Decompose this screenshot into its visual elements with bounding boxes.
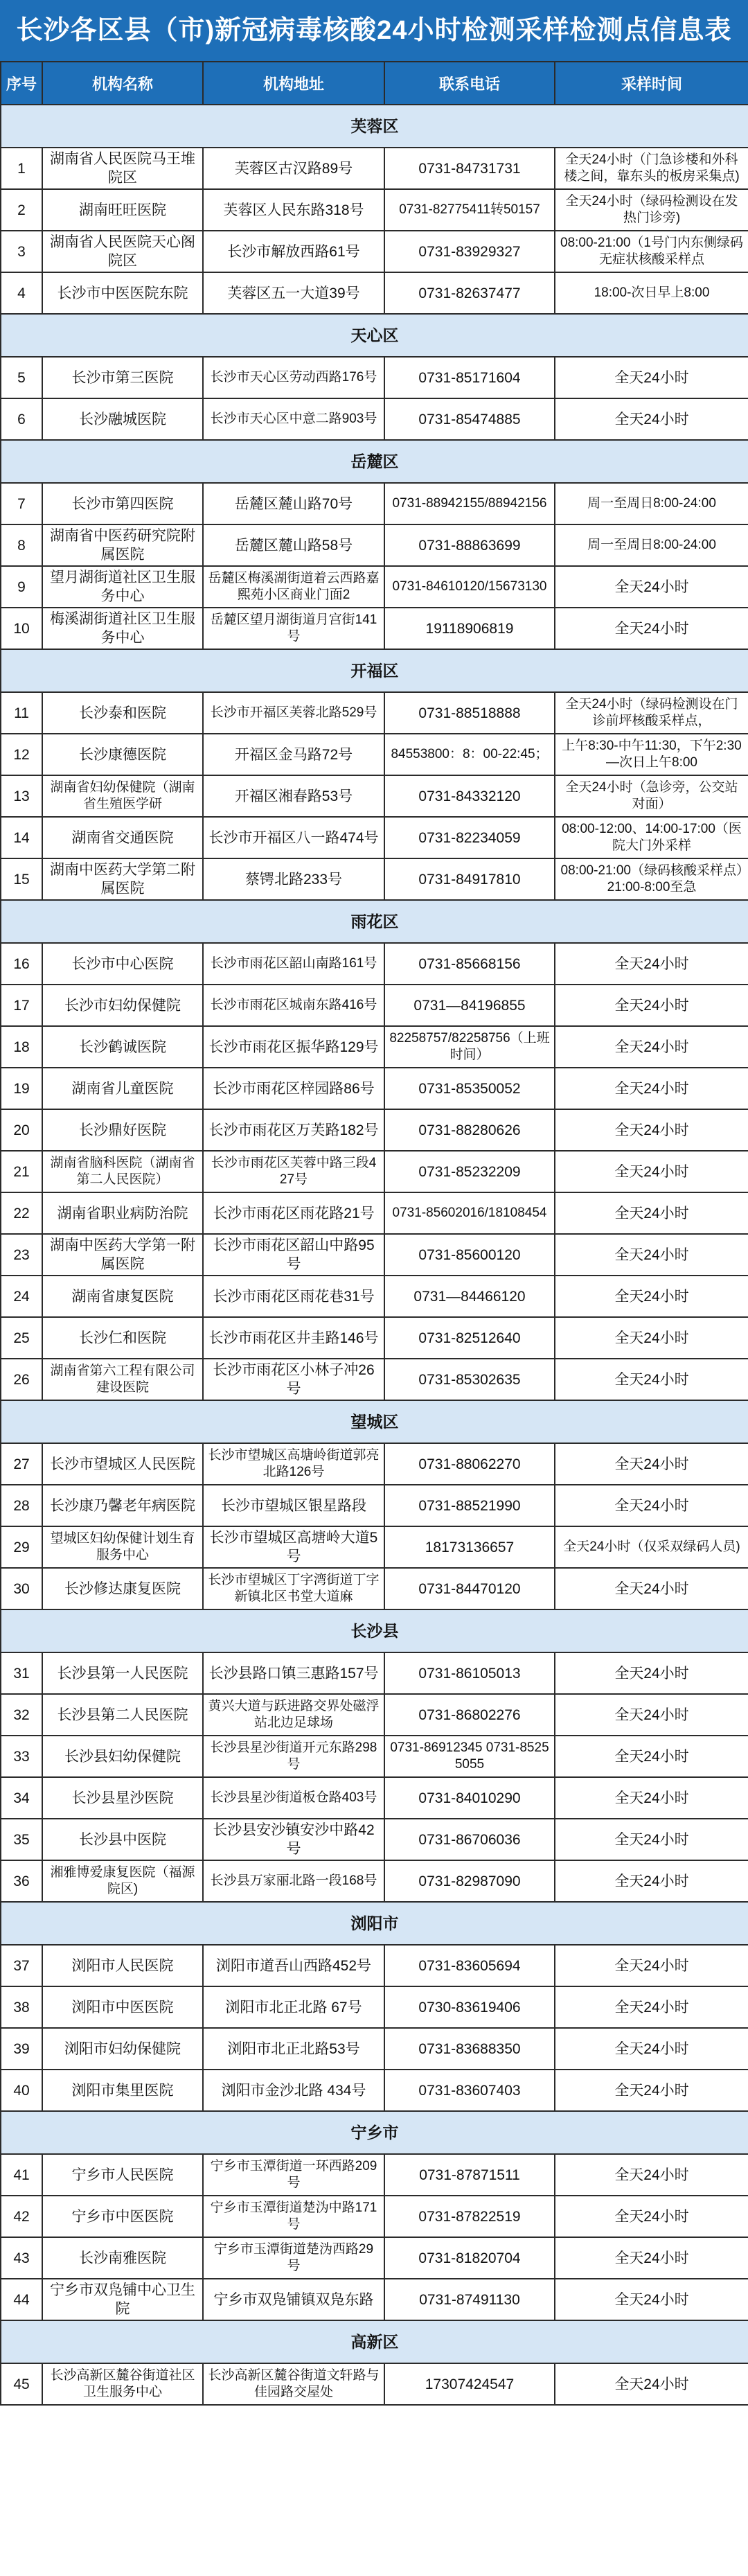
cell-index: 36 (1, 1860, 42, 1902)
cell-phone: 0731-87871511 (384, 2154, 555, 2196)
cell-institution: 湖南省交通医院 (42, 817, 203, 858)
cell-index: 14 (1, 817, 42, 858)
cell-address: 芙蓉区五一大道39号 (203, 272, 384, 314)
header-phone: 联系电话 (384, 62, 555, 105)
cell-institution: 湖南中医药大学第二附属医院 (42, 858, 203, 900)
cell-address: 芙蓉区古汉路89号 (203, 148, 384, 189)
cell-address: 岳麓区梅溪湖街道着云西路嘉熙苑小区商业门面2 (203, 566, 384, 608)
cell-index: 4 (1, 272, 42, 314)
cell-address: 蔡锷北路233号 (203, 858, 384, 900)
cell-address: 长沙市天心区劳动西路176号 (203, 357, 384, 398)
table-row (1, 148, 748, 189)
table-row (1, 2237, 748, 2279)
table-row (1, 858, 748, 900)
cell-phone: 0731-82637477 (384, 272, 555, 314)
cell-sampling-time: 全天24小时 (555, 1068, 748, 1109)
cell-institution: 长沙修达康复医院 (42, 1568, 203, 1609)
cell-sampling-time: 周一至周日8:00-24:00 (555, 483, 748, 524)
cell-index: 5 (1, 357, 42, 398)
cell-address: 长沙市天心区中意二路903号 (203, 398, 384, 440)
cell-index: 35 (1, 1819, 42, 1860)
cell-index: 23 (1, 1234, 42, 1276)
cell-index: 19 (1, 1068, 42, 1109)
cell-sampling-time: 全天24小时（绿码检测设在发热门诊旁) (555, 189, 748, 231)
table-row (1, 692, 748, 734)
cell-sampling-time: 全天24小时 (555, 1860, 748, 1902)
cell-institution: 浏阳市妇幼保健院 (42, 2028, 203, 2070)
cell-address: 长沙县星沙街道板仓路403号 (203, 1777, 384, 1819)
cell-sampling-time: 全天24小时 (555, 2279, 748, 2320)
cell-sampling-time: 全天24小时 (555, 2154, 748, 2196)
cell-address: 长沙市雨花区雨花巷31号 (203, 1276, 384, 1317)
table-row (1, 2279, 748, 2320)
table-row (1, 1945, 748, 1986)
cell-index: 22 (1, 1192, 42, 1234)
table-row (1, 734, 748, 775)
cell-sampling-time: 全天24小时 (555, 1317, 748, 1359)
cell-phone: 0731-82987090 (384, 1860, 555, 1902)
cell-phone: 0730-83619406 (384, 1986, 555, 2028)
table-row (1, 483, 748, 524)
cell-index: 39 (1, 2028, 42, 2070)
cell-address: 长沙县安沙镇安沙中路42号 (203, 1819, 384, 1860)
district-row (1, 2320, 748, 2363)
cell-phone: 0731-85302635 (384, 1359, 555, 1400)
cell-index: 41 (1, 2154, 42, 2196)
district-name: 宁乡市 (1, 2111, 748, 2154)
cell-phone: 0731-84010290 (384, 1777, 555, 1819)
cell-sampling-time: 全天24小时 (555, 1694, 748, 1736)
cell-phone: 82258757/82258756（上班时间） (384, 1026, 555, 1068)
table-row (1, 1109, 748, 1151)
district-name: 开福区 (1, 649, 748, 692)
table-row (1, 2070, 748, 2111)
table-row (1, 1652, 748, 1694)
cell-phone: 0731-85668156 (384, 943, 555, 985)
cell-sampling-time: 全天24小时 (555, 1276, 748, 1317)
cell-institution: 湖南省中医药研究院附属医院 (42, 524, 203, 566)
cell-sampling-time: 全天24小时 (555, 1443, 748, 1485)
cell-address: 长沙市雨花区雨花路21号 (203, 1192, 384, 1234)
table-row (1, 1192, 748, 1234)
district-row (1, 649, 748, 692)
table-row (1, 1151, 748, 1192)
cell-phone: 0731-88942155/88942156 (384, 483, 555, 524)
cell-address: 岳麓区望月湖街道月宫街141号 (203, 608, 384, 649)
cell-phone: 0731—84196855 (384, 985, 555, 1026)
cell-institution: 湖南省第六工程有限公司建设医院 (42, 1359, 203, 1400)
table-row (1, 1736, 748, 1777)
cell-phone: 0731-82234059 (384, 817, 555, 858)
cell-institution: 湖南省康复医院 (42, 1276, 203, 1317)
cell-phone: 0731-84731731 (384, 148, 555, 189)
cell-phone: 18173136657 (384, 1526, 555, 1568)
cell-phone: 0731-88518888 (384, 692, 555, 734)
table-row (1, 398, 748, 440)
cell-sampling-time: 全天24小时 (555, 1109, 748, 1151)
cell-institution: 宁乡市双凫铺中心卫生院 (42, 2279, 203, 2320)
cell-index: 25 (1, 1317, 42, 1359)
table-row (1, 2363, 748, 2405)
table-row (1, 775, 748, 817)
cell-institution: 长沙市妇幼保健院 (42, 985, 203, 1026)
cell-address: 长沙市开福区芙蓉北路529号 (203, 692, 384, 734)
cell-sampling-time: 全天24小时 (555, 398, 748, 440)
testing-sites-table (0, 61, 748, 2406)
cell-phone: 0731-88521990 (384, 1485, 555, 1526)
cell-sampling-time: 上午8:30-中午11:30，下午2:30—次日上午8:00 (555, 734, 748, 775)
cell-address: 宁乡市双凫铺镇双凫东路 (203, 2279, 384, 2320)
cell-phone: 0731-85350052 (384, 1068, 555, 1109)
cell-phone: 0731-88280626 (384, 1109, 555, 1151)
cell-address: 长沙市雨花区振华路129号 (203, 1026, 384, 1068)
cell-phone: 0731-83688350 (384, 2028, 555, 2070)
district-row (1, 105, 748, 148)
cell-index: 44 (1, 2279, 42, 2320)
district-row (1, 1902, 748, 1945)
cell-address: 长沙高新区麓谷街道文轩路与佳园路交屋处 (203, 2363, 384, 2405)
cell-phone: 0731-83607403 (384, 2070, 555, 2111)
cell-index: 45 (1, 2363, 42, 2405)
table-row (1, 1860, 748, 1902)
cell-index: 1 (1, 148, 42, 189)
cell-address: 长沙县万家丽北路一段168号 (203, 1860, 384, 1902)
cell-index: 9 (1, 566, 42, 608)
cell-sampling-time: 全天24小时 (555, 357, 748, 398)
table-row (1, 2028, 748, 2070)
cell-phone: 0731-87491130 (384, 2279, 555, 2320)
table-row (1, 1276, 748, 1317)
cell-institution: 长沙县星沙医院 (42, 1777, 203, 1819)
cell-address: 黄兴大道与跃进路交界处磁浮站北边足球场 (203, 1694, 384, 1736)
table-row (1, 985, 748, 1026)
cell-address: 岳麓区麓山路58号 (203, 524, 384, 566)
cell-index: 2 (1, 189, 42, 231)
cell-index: 7 (1, 483, 42, 524)
cell-phone: 0731-82512640 (384, 1317, 555, 1359)
district-name: 雨花区 (1, 900, 748, 943)
table-body (1, 105, 748, 2405)
cell-sampling-time: 全天24小时 (555, 2028, 748, 2070)
cell-address: 长沙市雨花区韶山中路95号 (203, 1234, 384, 1276)
cell-address: 长沙市雨花区万芙路182号 (203, 1109, 384, 1151)
table-row (1, 1317, 748, 1359)
cell-institution: 宁乡市中医医院 (42, 2196, 203, 2237)
header-address: 机构地址 (203, 62, 384, 105)
district-row (1, 2111, 748, 2154)
table-row (1, 2154, 748, 2196)
cell-institution: 长沙康德医院 (42, 734, 203, 775)
cell-address: 岳麓区麓山路70号 (203, 483, 384, 524)
cell-phone: 19118906819 (384, 608, 555, 649)
cell-phone: 0731-84332120 (384, 775, 555, 817)
cell-phone: 0731-85600120 (384, 1234, 555, 1276)
cell-sampling-time: 全天24小时（门急诊楼和外科楼之间，靠东头的板房采集点) (555, 148, 748, 189)
cell-sampling-time: 周一至周日8:00-24:00 (555, 524, 748, 566)
cell-sampling-time: 08:00-21:00（绿码核酸采样点）21:00-8:00至急 (555, 858, 748, 900)
cell-institution: 长沙鼎好医院 (42, 1109, 203, 1151)
cell-phone: 0731-86802276 (384, 1694, 555, 1736)
cell-index: 24 (1, 1276, 42, 1317)
cell-index: 18 (1, 1026, 42, 1068)
table-row (1, 1568, 748, 1609)
cell-phone: 0731-82775411转50157 (384, 189, 555, 231)
district-row (1, 1400, 748, 1443)
cell-index: 20 (1, 1109, 42, 1151)
cell-sampling-time: 全天24小时 (555, 1485, 748, 1526)
cell-sampling-time: 全天24小时 (555, 1192, 748, 1234)
cell-sampling-time: 全天24小时 (555, 2070, 748, 2111)
cell-institution: 长沙县第一人民医院 (42, 1652, 203, 1694)
table-row (1, 943, 748, 985)
table-row (1, 272, 748, 314)
cell-institution: 长沙市第四医院 (42, 483, 203, 524)
table-row (1, 566, 748, 608)
cell-institution: 宁乡市人民医院 (42, 2154, 203, 2196)
table-row (1, 524, 748, 566)
district-name: 望城区 (1, 1400, 748, 1443)
cell-address: 宁乡市玉潭街道一环西路209号 (203, 2154, 384, 2196)
cell-sampling-time: 全天24小时 (555, 1151, 748, 1192)
cell-institution: 浏阳市人民医院 (42, 1945, 203, 1986)
cell-sampling-time: 全天24小时 (555, 2363, 748, 2405)
cell-institution: 湖南省妇幼保健院（湖南省生殖医学研 (42, 775, 203, 817)
table-row (1, 1526, 748, 1568)
cell-sampling-time: 全天24小时 (555, 566, 748, 608)
cell-sampling-time: 全天24小时 (555, 943, 748, 985)
district-name: 长沙县 (1, 1609, 748, 1652)
cell-institution: 长沙市望城区人民医院 (42, 1443, 203, 1485)
cell-address: 开福区金马路72号 (203, 734, 384, 775)
cell-institution: 长沙泰和医院 (42, 692, 203, 734)
cell-address: 浏阳市金沙北路 434号 (203, 2070, 384, 2111)
cell-institution: 长沙市第三医院 (42, 357, 203, 398)
cell-sampling-time: 全天24小时 (555, 985, 748, 1026)
cell-institution: 浏阳市集里医院 (42, 2070, 203, 2111)
cell-institution: 长沙市中心医院 (42, 943, 203, 985)
cell-institution: 长沙县中医院 (42, 1819, 203, 1860)
cell-index: 31 (1, 1652, 42, 1694)
cell-index: 21 (1, 1151, 42, 1192)
cell-phone: 0731-83929327 (384, 231, 555, 272)
cell-institution: 湘雅博爱康复医院（福源院区) (42, 1860, 203, 1902)
cell-phone: 17307424547 (384, 2363, 555, 2405)
cell-index: 29 (1, 1526, 42, 1568)
header-institution: 机构名称 (42, 62, 203, 105)
cell-sampling-time: 全天24小时 (555, 1359, 748, 1400)
cell-address: 长沙县星沙街道开元东路298号 (203, 1736, 384, 1777)
cell-address: 长沙市雨花区井圭路146号 (203, 1317, 384, 1359)
cell-address: 宁乡市玉潭街道楚沩西路29号 (203, 2237, 384, 2279)
cell-institution: 望月湖街道社区卫生服务中心 (42, 566, 203, 608)
cell-address: 长沙市望城区高塘岭街道郭亮北路126号 (203, 1443, 384, 1485)
cell-phone: 0731-81820704 (384, 2237, 555, 2279)
cell-institution: 长沙康乃馨老年病医院 (42, 1485, 203, 1526)
header-index: 序号 (1, 62, 42, 105)
cell-address: 长沙市望城区银星路段 (203, 1485, 384, 1526)
cell-phone: 0731-85232209 (384, 1151, 555, 1192)
cell-phone: 0731-88863699 (384, 524, 555, 566)
page-title: 长沙各区县（市)新冠病毒核酸24小时检测采样检测点信息表 (0, 0, 748, 61)
cell-phone: 0731-85171604 (384, 357, 555, 398)
cell-institution: 湖南旺旺医院 (42, 189, 203, 231)
district-name: 浏阳市 (1, 1902, 748, 1945)
cell-index: 13 (1, 775, 42, 817)
cell-institution: 湖南省脑科医院（湖南省第二人民医院） (42, 1151, 203, 1192)
cell-index: 15 (1, 858, 42, 900)
cell-address: 长沙县路口镇三惠路157号 (203, 1652, 384, 1694)
cell-phone: 0731-85474885 (384, 398, 555, 440)
cell-index: 37 (1, 1945, 42, 1986)
cell-index: 12 (1, 734, 42, 775)
cell-institution: 长沙县妇幼保健院 (42, 1736, 203, 1777)
cell-address: 长沙市雨花区芙蓉中路三段427号 (203, 1151, 384, 1192)
cell-sampling-time: 全天24小时 (555, 2196, 748, 2237)
table-row (1, 1068, 748, 1109)
district-name: 岳麓区 (1, 440, 748, 483)
cell-phone: 0731-84470120 (384, 1568, 555, 1609)
cell-index: 17 (1, 985, 42, 1026)
table-row (1, 1485, 748, 1526)
table-row (1, 189, 748, 231)
header-sampling-time: 采样时间 (555, 62, 748, 105)
cell-sampling-time: 全天24小时 (555, 1819, 748, 1860)
cell-institution: 望城区妇幼保健计划生育服务中心 (42, 1526, 203, 1568)
cell-sampling-time: 全天24小时 (555, 1945, 748, 1986)
cell-index: 26 (1, 1359, 42, 1400)
district-row (1, 1609, 748, 1652)
table-header-row (1, 62, 748, 105)
table-row (1, 1777, 748, 1819)
cell-address: 长沙市望城区高塘岭大道5号 (203, 1526, 384, 1568)
cell-sampling-time: 08:00-21:00（1号门内东侧绿码无症状核酸采样点 (555, 231, 748, 272)
table-row (1, 1359, 748, 1400)
cell-index: 33 (1, 1736, 42, 1777)
cell-index: 27 (1, 1443, 42, 1485)
cell-phone: 0731—84466120 (384, 1276, 555, 1317)
cell-address: 浏阳市北正北路53号 (203, 2028, 384, 2070)
cell-index: 32 (1, 1694, 42, 1736)
cell-address: 长沙市解放西路61号 (203, 231, 384, 272)
district-row (1, 440, 748, 483)
cell-index: 16 (1, 943, 42, 985)
cell-index: 40 (1, 2070, 42, 2111)
cell-index: 34 (1, 1777, 42, 1819)
cell-address: 长沙市开福区八一路474号 (203, 817, 384, 858)
district-row (1, 314, 748, 357)
cell-institution: 长沙鹤诚医院 (42, 1026, 203, 1068)
cell-index: 11 (1, 692, 42, 734)
cell-address: 浏阳市道吾山西路452号 (203, 1945, 384, 1986)
cell-address: 长沙市望城区丁字湾街道丁字新镇北区书堂大道麻 (203, 1568, 384, 1609)
cell-institution: 浏阳市中医医院 (42, 1986, 203, 2028)
cell-phone: 0731-86912345 0731-85255055 (384, 1736, 555, 1777)
table-row (1, 1443, 748, 1485)
cell-phone: 0731-84610120/15673130 (384, 566, 555, 608)
cell-index: 10 (1, 608, 42, 649)
cell-address: 长沙市雨花区城南东路416号 (203, 985, 384, 1026)
cell-sampling-time: 全天24小时 (555, 1986, 748, 2028)
cell-sampling-time: 全天24小时（急诊旁，公交站对面） (555, 775, 748, 817)
cell-institution: 湖南省人民医院天心阁院区 (42, 231, 203, 272)
district-name: 芙蓉区 (1, 105, 748, 148)
cell-sampling-time: 全天24小时 (555, 608, 748, 649)
cell-phone: 0731-88062270 (384, 1443, 555, 1485)
cell-address: 长沙市雨花区韶山南路161号 (203, 943, 384, 985)
cell-sampling-time: 18:00-次日早上8:00 (555, 272, 748, 314)
table-row (1, 1026, 748, 1068)
cell-address: 长沙市雨花区小林子冲26号 (203, 1359, 384, 1400)
table-row (1, 817, 748, 858)
cell-index: 3 (1, 231, 42, 272)
cell-institution: 长沙融城医院 (42, 398, 203, 440)
cell-address: 芙蓉区人民东路318号 (203, 189, 384, 231)
cell-index: 38 (1, 1986, 42, 2028)
table-row (1, 1819, 748, 1860)
cell-address: 开福区湘春路53号 (203, 775, 384, 817)
cell-index: 42 (1, 2196, 42, 2237)
table-row (1, 1694, 748, 1736)
cell-index: 28 (1, 1485, 42, 1526)
district-name: 天心区 (1, 314, 748, 357)
cell-institution: 长沙高新区麓谷街道社区卫生服务中心 (42, 2363, 203, 2405)
cell-institution: 长沙市中医医院东院 (42, 272, 203, 314)
cell-sampling-time: 全天24小时 (555, 1026, 748, 1068)
cell-phone: 0731-85602016/18108454 (384, 1192, 555, 1234)
cell-institution: 长沙南雅医院 (42, 2237, 203, 2279)
table-row (1, 1234, 748, 1276)
cell-phone: 0731-83605694 (384, 1945, 555, 1986)
cell-institution: 湖南省儿童医院 (42, 1068, 203, 1109)
district-row (1, 900, 748, 943)
cell-phone: 0731-84917810 (384, 858, 555, 900)
cell-sampling-time: 全天24小时 (555, 1652, 748, 1694)
cell-phone: 84553800：8：00-22:45； (384, 734, 555, 775)
cell-phone: 0731-86105013 (384, 1652, 555, 1694)
table-row (1, 1986, 748, 2028)
cell-institution: 长沙仁和医院 (42, 1317, 203, 1359)
cell-address: 浏阳市北正北路 67号 (203, 1986, 384, 2028)
district-name: 高新区 (1, 2320, 748, 2363)
table-row (1, 2196, 748, 2237)
table-row (1, 608, 748, 649)
cell-index: 8 (1, 524, 42, 566)
cell-phone: 0731-86706036 (384, 1819, 555, 1860)
cell-sampling-time: 全天24小时 (555, 1234, 748, 1276)
cell-institution: 梅溪湖街道社区卫生服务中心 (42, 608, 203, 649)
cell-index: 6 (1, 398, 42, 440)
cell-sampling-time: 全天24小时 (555, 1736, 748, 1777)
cell-institution: 湖南省职业病防治院 (42, 1192, 203, 1234)
table-row (1, 357, 748, 398)
cell-index: 30 (1, 1568, 42, 1609)
cell-sampling-time: 全天24小时 (555, 1568, 748, 1609)
cell-institution: 湖南中医药大学第一附属医院 (42, 1234, 203, 1276)
cell-phone: 0731-87822519 (384, 2196, 555, 2237)
cell-sampling-time: 全天24小时 (555, 1777, 748, 1819)
cell-institution: 湖南省人民医院马王堆院区 (42, 148, 203, 189)
cell-address: 宁乡市玉潭街道楚沩中路171号 (203, 2196, 384, 2237)
cell-institution: 长沙县第二人民医院 (42, 1694, 203, 1736)
cell-sampling-time: 全天24小时（绿码检测设在门诊前坪核酸采样点， (555, 692, 748, 734)
cell-sampling-time: 08:00-12:00、14:00-17:00（医院大门外采样 (555, 817, 748, 858)
table-row (1, 231, 748, 272)
cell-sampling-time: 全天24小时（仅采双绿码人员) (555, 1526, 748, 1568)
cell-sampling-time: 全天24小时 (555, 2237, 748, 2279)
cell-index: 43 (1, 2237, 42, 2279)
cell-address: 长沙市雨花区梓园路86号 (203, 1068, 384, 1109)
